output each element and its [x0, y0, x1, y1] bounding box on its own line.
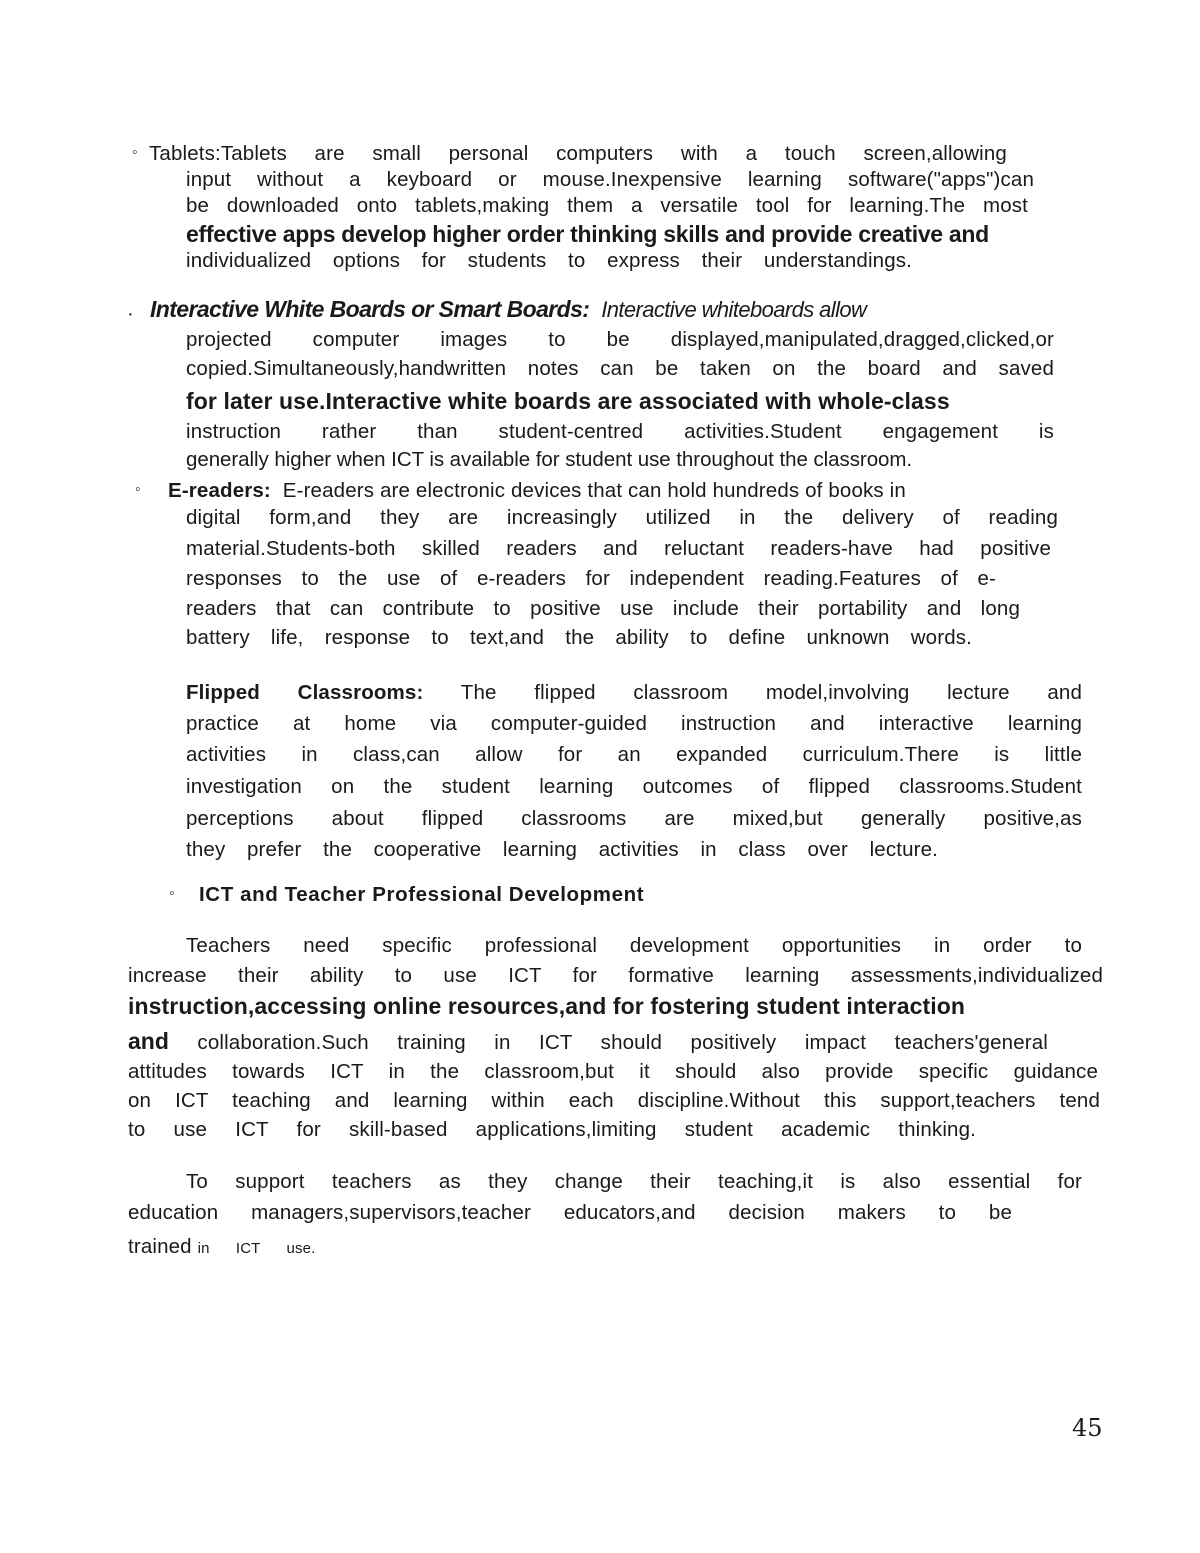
tablets-line-4: effective apps develop higher order thinking skills and provide creative and [186, 221, 989, 247]
flipped-line-2: practice at home via computer-guided instruction and interactive learning [186, 712, 1082, 735]
ereaders-heading: E-readers: [168, 479, 271, 502]
iwb-line-4: instruction rather than student-centred activities.Student engagement is [186, 420, 1054, 443]
tablets-text-1: Tablets are small personal computers with a touch screen,allowing [220, 142, 1007, 165]
flipped-line-1 [186, 681, 1082, 707]
ictpd-p1-line-7: to use ICT for skill-based applications,limiting student academic thinking. [128, 1118, 976, 1141]
ictpd-p2-trained: trained [128, 1235, 192, 1258]
iwb-line-3: for later use.Interactive white boards are associated with whole-class [186, 388, 950, 414]
page-number: 45 [1072, 1414, 1103, 1442]
ictpd-p1-line-4 [128, 1029, 1048, 1057]
ereaders-line-5: readers that can contribute to positive use include their portability and long [186, 597, 1020, 620]
ereaders-line-1 [168, 479, 906, 503]
ictpd-p1-and: and [128, 1029, 169, 1054]
iwb-line-5: generally higher when ICT is available for student use throughout the classroom. [186, 448, 913, 471]
flipped-heading: Flipped Classrooms: [186, 681, 424, 704]
ictpd-heading: ICT and Teacher Professional Development [199, 883, 645, 906]
ictpd-p2-line-2: education managers,supervisors,teacher educators,and decision makers to be [128, 1201, 1012, 1224]
bullet-tablets: ◦ [132, 144, 138, 161]
flipped-text-1: The flipped classroom model,involving lecture and [460, 681, 1082, 704]
ictpd-p2-line-3 [128, 1235, 316, 1261]
ictpd-p1-line-2: increase their ability to use ICT for formative learning assessments,individualized [128, 964, 1103, 987]
ictpd-p1-line-1: Teachers need specific professional development opportunities in order to [186, 934, 1082, 957]
tablets-line-2: input without a keyboard or mouse.Inexpensive learning software("apps")can [186, 168, 1034, 191]
bullet-iwb: · [127, 303, 134, 325]
flipped-line-4: investigation on the student learning outcomes of flipped classrooms.Student [186, 775, 1082, 798]
ictpd-p1-line-3: instruction,accessing online resources,and for fostering student interaction [128, 993, 966, 1019]
ereaders-line-2: digital form,and they are increasingly utilized in the delivery of reading [186, 506, 1058, 529]
iwb-heading-tail: Interactive whiteboards allow [601, 297, 867, 322]
tablets-line-1 [149, 142, 1007, 168]
bullet-ereaders: ◦ [135, 481, 141, 498]
ereaders-text-1: E-readers are electronic devices that can hold hundreds of books in [282, 479, 906, 502]
ictpd-p1-line-5: attitudes towards ICT in the classroom,but it should also provide specific guidance [128, 1060, 1098, 1083]
tablets-lead: Tablets: [149, 142, 221, 165]
flipped-line-6: they prefer the cooperative learning activities in class over lecture. [186, 838, 938, 861]
bullet-ictpd: ◦ [169, 885, 175, 902]
iwb-heading-line [150, 297, 866, 323]
iwb-heading: Interactive White Boards or Smart Boards: [150, 296, 590, 322]
ereaders-line-6: battery life, response to text,and the ability to define unknown words. [186, 626, 972, 649]
ictpd-p1-line-6: on ICT teaching and learning within each discipline.Without this support,teachers tend [128, 1089, 1100, 1112]
ictpd-p2-line-1: To support teachers as they change their teaching,it is also essential for [186, 1170, 1082, 1193]
ictpd-p2-tail: in ICT use. [197, 1240, 316, 1257]
ictpd-p1-text-4: collaboration.Such training in ICT should positively impact teachers'general [197, 1031, 1048, 1054]
iwb-line-2: copied.Simultaneously,handwritten notes can be taken on the board and saved [186, 357, 1054, 380]
tablets-line-5: individualized options for students to express their understandings. [186, 249, 912, 272]
flipped-line-5: perceptions about flipped classrooms are mixed,but generally positive,as [186, 807, 1082, 830]
tablets-line-3: be downloaded onto tablets,making them a versatile tool for learning.The most [186, 194, 1028, 217]
flipped-line-3: activities in class,can allow for an expanded curriculum.There is little [186, 743, 1082, 766]
ereaders-line-4: responses to the use of e-readers for independent reading.Features of e- [186, 567, 996, 590]
iwb-line-1: projected computer images to be displayed,manipulated,dragged,clicked,or [186, 328, 1054, 351]
ereaders-line-3: material.Students-both skilled readers and reluctant readers-have had positive [186, 537, 1051, 560]
